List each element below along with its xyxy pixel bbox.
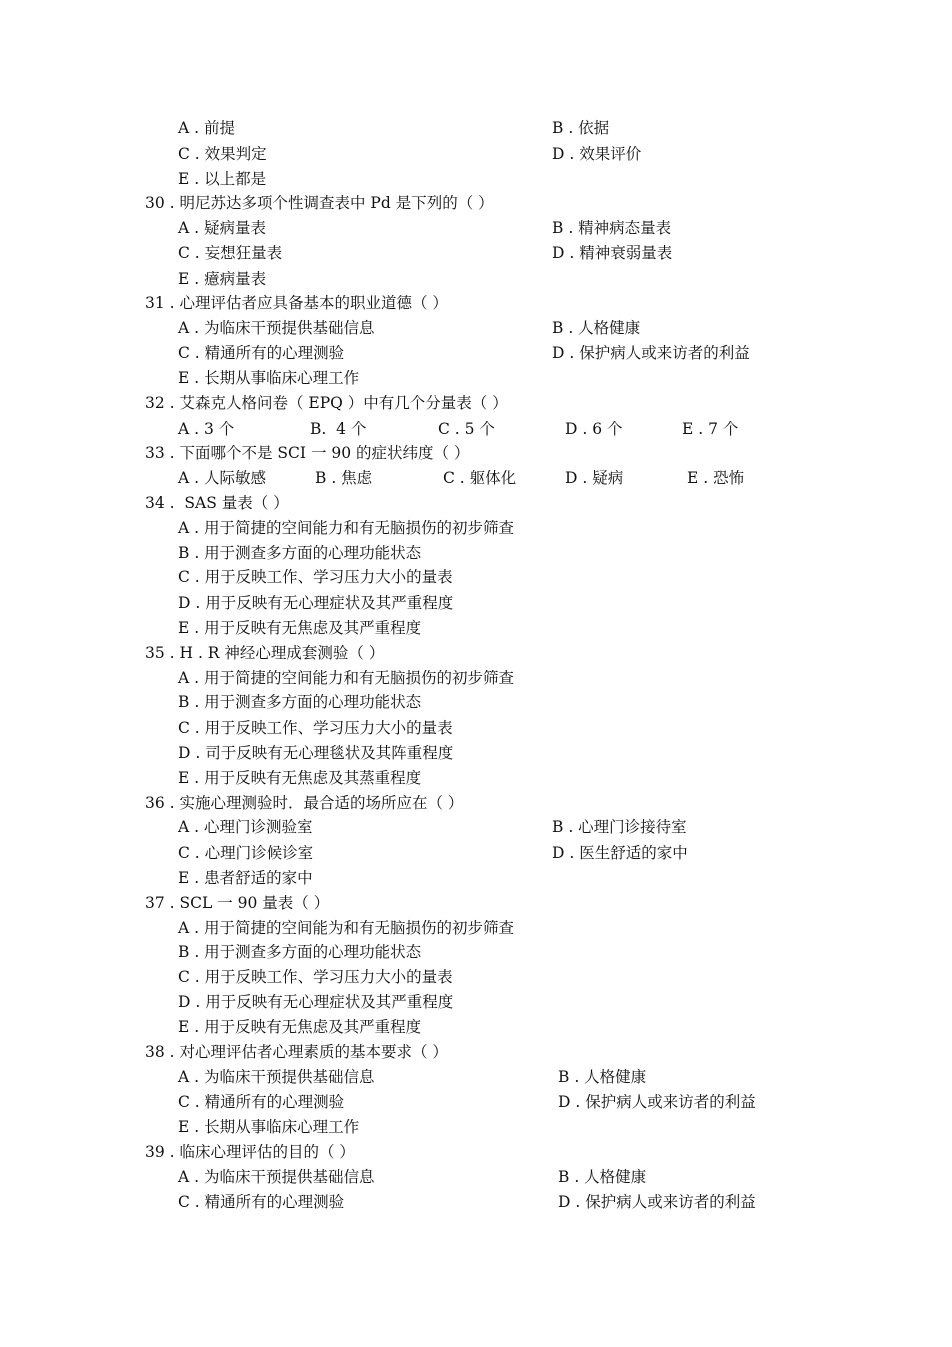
q32-row-options [0,418,952,440]
q39-row-cd [0,1191,952,1213]
q35-row-d [0,742,952,764]
q31-option-d: D . 保护病人或来访者的利益 [552,344,750,362]
q37-option-d: D . 用于反映有无心理症状及其严重程度 [178,993,454,1011]
q29-option-b: B . 依据 [552,119,610,137]
q33-option-e: E . 恐怖 [687,469,745,487]
q36-row-ab [0,816,952,838]
q36-option-a: A . 心理门诊测验室 [178,818,313,836]
q37-row-a [0,917,952,939]
q31-option-e: E . 长期从事临床心理工作 [178,369,360,387]
q36-stem [0,792,952,814]
q34-row-a [0,517,952,539]
q33-row-options [0,467,952,489]
q32-option-d: D . 6 个 [565,420,623,438]
q38-option-d: D . 保护病人或来访者的利益 [558,1093,756,1111]
q39-stem [0,1141,952,1163]
q34-option-c: C . 用于反映工作、学习压力大小的量表 [178,568,453,586]
q33-option-a: A . 人际敏感 [178,469,266,487]
q30-row-e [0,268,952,290]
q35-row-a [0,667,952,689]
q31-stem [0,292,952,314]
q35-option-d: D . 司于反映有无心理毯状及其阵重程度 [178,744,454,762]
q30-option-a: A . 疑病量表 [178,219,266,237]
q30-option-d: D . 精神衰弱量表 [552,244,673,262]
q37-option-e: E . 用于反映有无焦虑及其严重程度 [178,1018,422,1036]
q31-row-cd [0,342,952,364]
q38-option-e: E . 长期从事临床心理工作 [178,1118,360,1136]
q30-option-e: E . 癔病量表 [178,270,267,288]
q30-row-cd [0,242,952,264]
q29-option-d: D . 效果评价 [552,145,642,163]
q36-row-cd [0,842,952,864]
q31-option-c: C . 精通所有的心理测验 [178,344,345,362]
q35-question: 35 . H . R 神经心理成套测验（ ） [145,644,385,662]
q34-option-d: D . 用于反映有无心理症状及其严重程度 [178,594,454,612]
q37-question: 37 . SCL 一 90 量表（ ） [145,894,330,912]
q35-option-e: E . 用于反映有无焦虑及其蒸重程度 [178,769,422,787]
q35-option-a: A . 用于简捷的空间能力和有无脑损伤的初步筛查 [178,669,514,687]
q30-row-ab [0,217,952,239]
q38-row-e [0,1116,952,1138]
q36-question: 36 . 实施心理测验时．最合适的场所应在（ ） [145,794,464,812]
q30-option-c: C . 妄想狂量表 [178,244,283,262]
q36-option-b: B . 心理门诊接待室 [552,818,687,836]
q33-option-d: D . 疑病 [565,469,624,487]
q34-option-a: A . 用于简捷的空间能力和有无脑损伤的初步筛查 [178,519,514,537]
q39-option-b: B . 人格健康 [558,1168,647,1186]
q38-question: 38 . 对心理评估者心理素质的基本要求（ ） [145,1043,448,1061]
q37-row-d [0,991,952,1013]
q32-option-c: C . 5 个 [438,420,495,438]
q29-option-c: C . 效果判定 [178,145,267,163]
q33-stem [0,442,952,464]
q30-stem [0,192,952,214]
q37-option-b: B . 用于测查多方面的心理功能状态 [178,943,422,961]
q29-row-ab [0,117,952,139]
q39-option-a: A . 为临床干预提供基础信息 [178,1168,375,1186]
q37-row-c [0,966,952,988]
q34-option-e: E . 用于反映有无焦虑及其严重程度 [178,619,422,637]
q35-stem [0,642,952,664]
q37-option-a: A . 用于简捷的空间能为和有无脑损伤的初步筛查 [178,919,514,937]
q29-option-e: E . 以上都是 [178,170,267,188]
q31-option-a: A . 为临床干预提供基础信息 [178,319,375,337]
q34-stem [0,492,952,514]
q30-question: 30 . 明尼苏达多项个性调查表中 Pd 是下列的（ ） [145,194,494,212]
q38-row-cd [0,1091,952,1113]
q36-row-e [0,867,952,889]
q31-question: 31 . 心理评估者应具备基本的职业道德（ ） [145,294,448,312]
q38-option-a: A . 为临床干预提供基础信息 [178,1068,375,1086]
q34-row-d [0,592,952,614]
q35-row-e [0,767,952,789]
q39-option-d: D . 保护病人或来访者的利益 [558,1193,756,1211]
q35-option-c: C . 用于反映工作、学习压力大小的量表 [178,719,453,737]
q29-row-e [0,168,952,190]
q38-row-ab [0,1066,952,1088]
q31-row-e [0,367,952,389]
q34-row-e [0,617,952,639]
q37-row-e [0,1016,952,1038]
q30-option-b: B . 精神病态量表 [552,219,672,237]
q38-option-c: C . 精通所有的心理测验 [178,1093,345,1111]
q33-question: 33 . 下面哪个不是 SCI 一 90 的症状纬度（ ） [145,444,470,462]
q39-option-c: C . 精通所有的心理测验 [178,1193,345,1211]
q32-option-e: E . 7 个 [682,420,739,438]
q37-row-b [0,941,952,963]
q33-option-c: C . 躯体化 [443,469,517,487]
q35-option-b: B . 用于测查多方面的心理功能状态 [178,693,422,711]
q37-option-c: C . 用于反映工作、学习压力大小的量表 [178,968,453,986]
q35-row-c [0,717,952,739]
q32-option-b: B. 4 个 [310,420,367,438]
q29-option-a: A . 前提 [178,119,235,137]
q32-option-a: A . 3 个 [178,420,235,438]
q32-stem [0,392,952,414]
q37-stem [0,892,952,914]
q29-row-cd [0,143,952,165]
q36-option-d: D . 医生舒适的家中 [552,844,688,862]
q38-stem [0,1041,952,1063]
q34-row-c [0,566,952,588]
q34-question: 34 . SAS 量表（ ） [145,494,289,512]
q36-option-c: C . 心理门诊候诊室 [178,844,314,862]
q36-option-e: E . 患者舒适的家中 [178,869,313,887]
q38-option-b: B . 人格健康 [558,1068,647,1086]
q35-row-b [0,691,952,713]
q31-option-b: B . 人格健康 [552,319,641,337]
q32-question: 32 . 艾森克人格问卷（ EPQ ）中有几个分量表（ ） [145,394,508,412]
q31-row-ab [0,317,952,339]
q33-option-b: B . 焦虑 [315,469,373,487]
q39-row-ab [0,1166,952,1188]
q34-option-b: B . 用于测查多方面的心理功能状态 [178,544,422,562]
q34-row-b [0,542,952,564]
q39-question: 39 . 临床心理评估的目的（ ） [145,1143,355,1161]
